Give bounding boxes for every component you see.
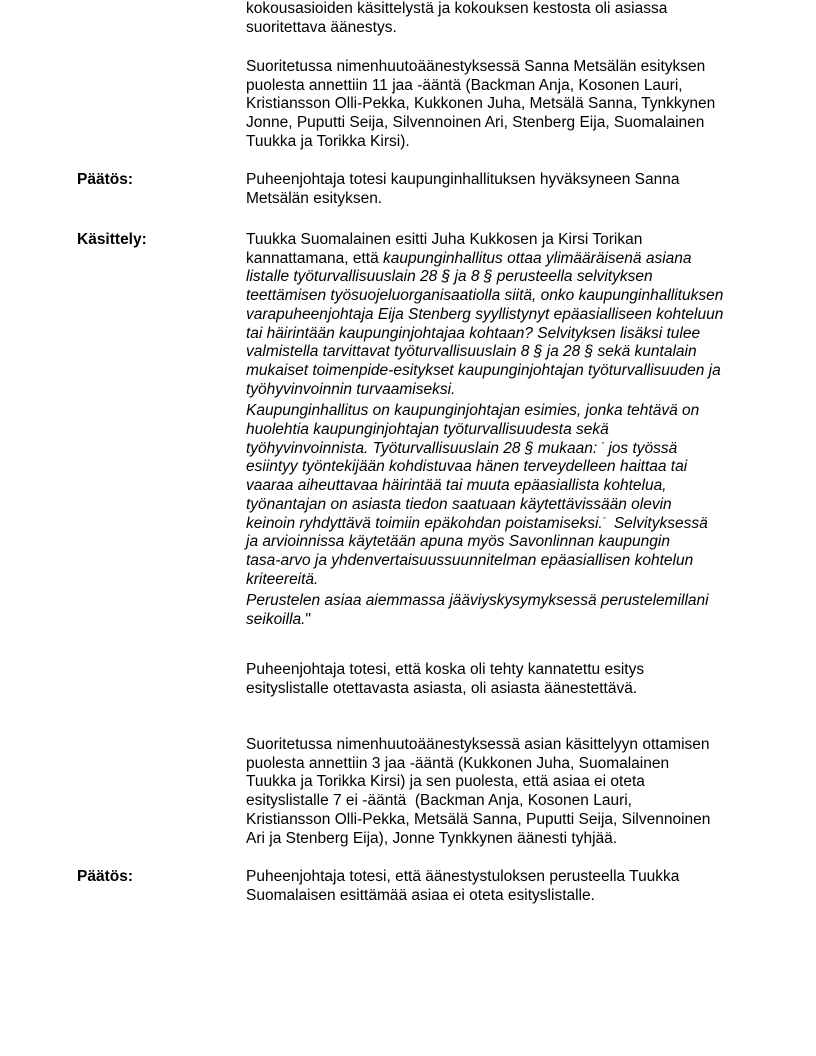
text-line: varapuheenjohtaja Eija Stenberg syyllistynyt epäasialliseen kohteluun: [246, 305, 724, 323]
text-line: suoritettava äänestys.: [246, 18, 397, 36]
text-line: tasa-arvo ja yhdenvertaisuussuunnitelman epäasiallisen kohtelun: [246, 551, 694, 569]
text-line: Tuukka Suomalainen esitti Juha Kukkosen ja Kirsi Torikan: [246, 231, 643, 248]
quote-mark: ": [601, 441, 605, 449]
text-line: ja arvioinnissa käytetään apuna myös Savonlinnan kaupungin: [246, 533, 670, 551]
decision-label-1: Päätös:: [77, 171, 133, 188]
text-line: Puheenjohtaja totesi kaupunginhallituksen hyväksyneen Sanna: [246, 171, 680, 188]
vote-result-1: [246, 58, 746, 152]
handling-label: Käsittely:: [77, 231, 147, 248]
decision-text-2: [246, 868, 746, 905]
text-line: kokousasioiden käsittelystä ja kokouksen kestosta oli asiassa: [246, 0, 668, 17]
text-line: huolehtia kaupunginjohtajan työturvallisuudesta sekä: [246, 421, 609, 439]
text-line: seikoilla.": [246, 611, 311, 629]
decision-text-1: [246, 171, 746, 208]
text-line: Tuukka ja Torikka Kirsi).: [246, 132, 410, 150]
decision-label-2: Päätös:: [77, 868, 133, 885]
text-line: Puheenjohtaja totesi, että äänestystuloksen perusteella Tuukka: [246, 868, 680, 885]
text-line: puolesta annettiin 3 jaa -ääntä (Kukkonen Juha, Suomalainen: [246, 754, 670, 772]
text-line: Kristiansson Olli-Pekka, Kukkonen Juha, Metsälä Sanna, Tynkkynen: [246, 95, 716, 113]
handling-text: [246, 231, 746, 630]
text-line: valmistella tarvittavat työturvallisuuslain 8 § ja 28 § sekä kuntalain: [246, 343, 697, 361]
text-line: Perustelen asiaa aiemmassa jääviyskysymyksessä perustelemillani: [246, 592, 709, 610]
vote-result-2: [246, 736, 746, 848]
text-line: Suoritetussa nimenhuutoäänestyksessä asian käsittelyyn ottamisen: [246, 736, 710, 753]
text-line: tai häirintään kaupunginjohtajaa kohtaan? Selvityksen lisäksi tulee: [246, 324, 701, 342]
text-line: puolesta annettiin 11 jaa -ääntä (Backman Anja, Kosonen Lauri,: [246, 76, 683, 94]
text-line: kannattamana, että kaupunginhallitus ottaa ylimääräisenä asiana: [246, 249, 692, 267]
text-line: Puheenjohtaja totesi, että koska oli tehty kannatettu esitys: [246, 661, 645, 678]
text-line: Kaupunginhallitus on kaupunginjohtajan esimies, jonka tehtävä on: [246, 402, 700, 420]
text-line: Ari ja Stenberg Eija), Jonne Tynkkynen äänesti tyhjää.: [246, 829, 618, 847]
text-line: teettämisen työsuojeluorganisaatiolla siitä, onko kaupunginhallituksen: [246, 287, 724, 305]
text-line: Suomalaisen esittämää asiaa ei oteta esityslistalle.: [246, 886, 595, 904]
text-line: Metsälän esityksen.: [246, 189, 383, 207]
chair-note: [246, 661, 746, 698]
text-line: Tuukka ja Torikka Kirsi) ja sen puolesta, että asiaa ei oteta: [246, 773, 645, 791]
text-line: Kristiansson Olli-Pekka, Metsälä Sanna, Puputti Seija, Silvennoinen: [246, 810, 711, 828]
text-line: työhyvinvoinnin turvaamiseksi.: [246, 380, 456, 398]
text-line: vaaraa aiheuttavaa häirintää tai muuta epäasiallista kohtelua,: [246, 477, 667, 495]
text-line: keinoin ryhdyttävä toimiin epäkohdan poistamiseksi." Selvityksessä: [246, 514, 708, 532]
text-line: Suoritetussa nimenhuutoäänestyksessä Sanna Metsälän esityksen: [246, 58, 706, 75]
text-line: listalle työturvallisuuslain 28 § ja 8 § perusteella selvityksen: [246, 268, 653, 286]
text-line: työhyvinvoinnista. Työturvallisuuslain 28 § mukaan: " jos työssä: [246, 439, 678, 457]
text-line: kriteereitä.: [246, 570, 319, 588]
quote-mark: ": [602, 516, 606, 524]
text-line: esityslistalle otettavasta asiasta, oli asiasta äänestettävä.: [246, 679, 638, 697]
text-line: työnantajan on asiasta tiedon saatuaan käytettävissään olevin: [246, 495, 672, 513]
text-line: esityslistalle 7 ei -ääntä (Backman Anja, Kosonen Lauri,: [246, 792, 632, 810]
text-line: mukaiset toimenpide-esitykset kaupunginjohtajan työturvallisuuden ja: [246, 361, 721, 379]
text-line: esiintyy työntekijään kohdistuvaa hänen terveydelleen haittaa tai: [246, 458, 688, 476]
top-paragraph: [246, 0, 746, 37]
text-line: Jonne, Puputti Seija, Silvennoinen Ari, Stenberg Eija, Suomalainen: [246, 114, 705, 132]
